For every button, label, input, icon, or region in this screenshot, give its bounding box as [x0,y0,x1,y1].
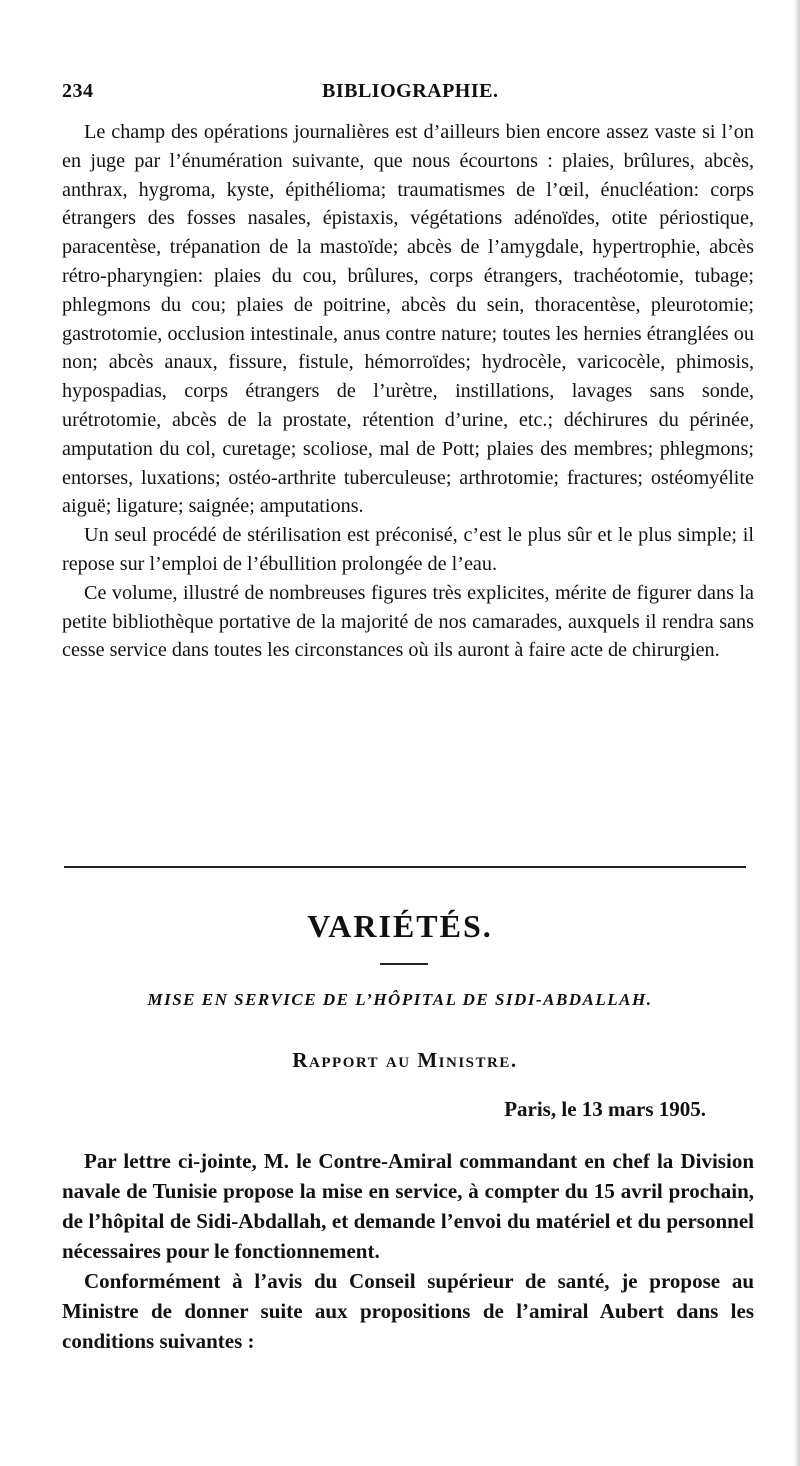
report-title: Rapport au Ministre. [292,1048,518,1072]
review-paragraph: Un seul procédé de stérilisation est préconisé, c’est le plus sûr et le plus simple; il repose sur l’emploi de l’ébullition prolongée de l’eau. [62,524,754,575]
section-divider [64,866,746,868]
review-paragraph: Le champ des opérations journalières est d’ailleurs bien encore assez vaste si l’on en juge par l’énumération suivante, que nous écourtons : plaies, brûlures, abcès, anthrax, hygroma, kyste, épithélioma; traumatismes de l’œil, énucléation: corps étrangers des fosses nasales, épistaxis, végétations adénoïdes, otite périostique, paracentèse, trépanation de la mastoïde; abcès de l’amygdale, hypertrophie, abcès rétro-pharyngien: plaies du cou, brûlures, corps étrangers, trachéotomie, tubage; phlegmons du cou; plaies de poitrine, abcès du sein, thoracentèse, pleurotomie; gastrotomie, occlusion intestinale, anus contre nature; toutes les hernies étranglées ou non; abcès anaux, fissure, fistule, hémorroïdes; hydrocèle, varicocèle, phimosis, hypospadias, corps étrangers de l’urètre, instillations, lavages sans sonde, urétrotomie, abcès de la prostate, rétention d’urine, etc.; déchirures du périnée, amputation du col, curetage; scoliose, mal de Pott; plaies des membres; phlegmons; entorses, luxations; ostéo-arthrite tuberculeuse; arthrotomie; fractures; ostéomyélite aiguë; ligature; saignée; amputations. [62,121,754,518]
review-paragraph: Ce volume, illustré de nombreuses figures très explicites, mérite de figurer dans la petite bibliothèque portative de la majorité de nos camarades, auxquels il rendra sans cesse service dans toutes les circonstances où ils auront à faire acte de chirurgien. [62,581,754,662]
letter-paragraph: Conformément à l’avis du Conseil supérieur de santé, je propose au Ministre de donner suite aux propositions de l’amiral Aubert dans les conditions suivantes : [62,1269,754,1353]
section-title: VARIÉTÉS. [307,908,493,944]
running-head: BIBLIOGRAPHIE. [322,80,499,102]
letter-paragraph: Par lettre ci-jointe, M. le Contre-Amiral commandant en chef la Division navale de Tunisie propose la mise en service, à compter du 15 avril prochain, de l’hôpital de Sidi-Abdallah, et demande l’envoi du matériel et du personnel nécessaires pour le fonctionnement. [62,1149,754,1263]
article-subheading: MISE EN SERVICE DE L’HÔPITAL DE SIDI-ABDALLAH. [147,990,653,1009]
review-text [62,118,754,665]
title-underline [380,963,428,965]
page-header [62,80,752,106]
dateline: Paris, le 13 mars 1905. [504,1097,706,1121]
letter-text [62,1146,754,1356]
page-number: 234 [62,80,94,102]
